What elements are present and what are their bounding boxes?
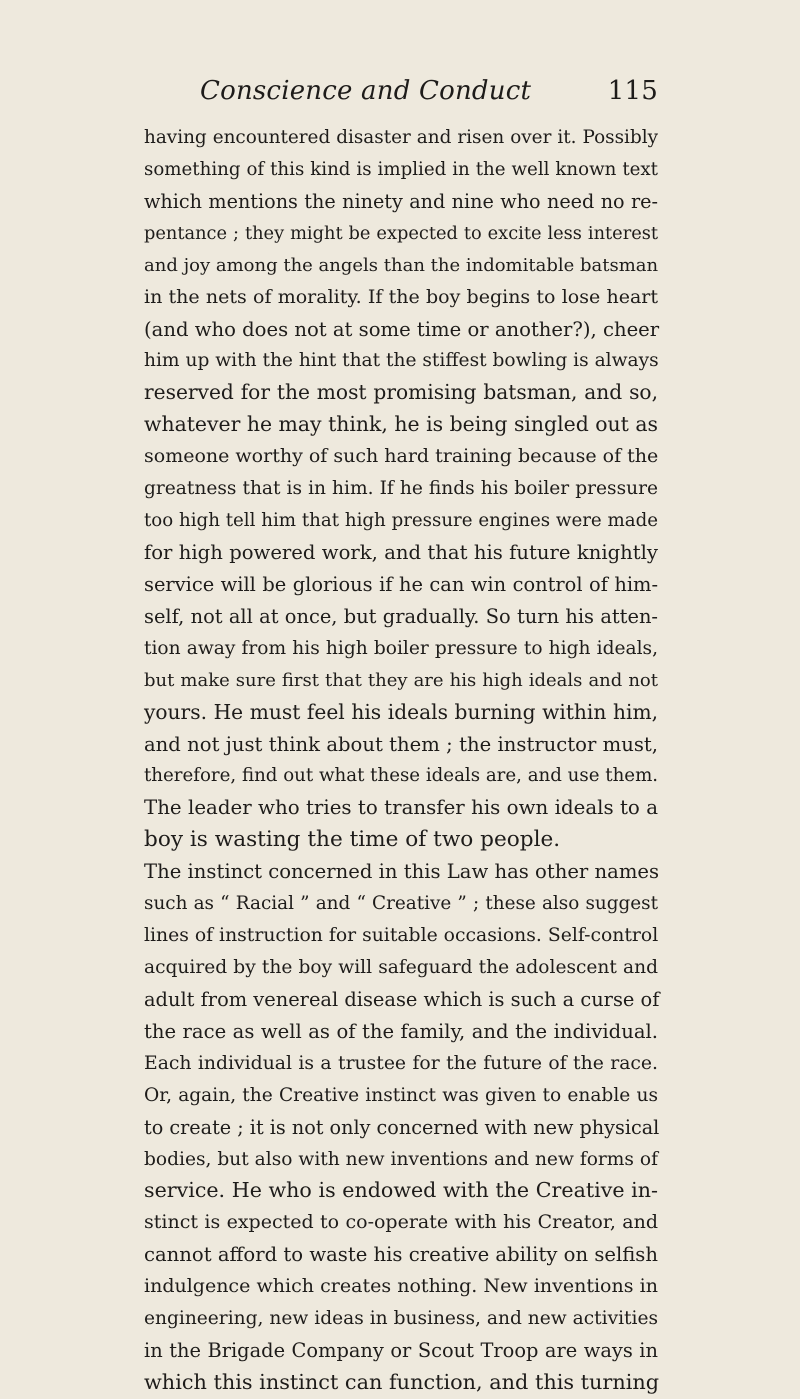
page-header: [200, 76, 658, 110]
text-line: but make sure first that they are his high ideals and not: [144, 669, 658, 691]
text-line: yours. He must feel his ideals burning within him,: [144, 699, 658, 724]
text-line: greatness that is in him. If he finds his boiler pressure: [144, 478, 658, 500]
text-line: indulgence which creates nothing. New inventions in: [144, 1275, 658, 1298]
text-line: the race as well as of the family, and the individual.: [144, 1019, 658, 1043]
text-line: service. He who is endowed with the Creative in-: [144, 1178, 658, 1203]
text-line: self, not all at once, but gradually. So turn his atten-: [144, 604, 658, 628]
page-number: 115: [607, 76, 658, 106]
text-line: in the nets of morality. If the boy begins to lose heart: [144, 285, 658, 308]
text-line: in the Brigade Company or Scout Troop are ways in: [144, 1339, 658, 1363]
text-line: service will be glorious if he can win control of him-: [144, 572, 658, 596]
text-line: too high tell him that high pressure engines were made: [144, 510, 658, 532]
text-line: to create ; it is not only concerned with new physical: [144, 1115, 660, 1139]
body-text: [144, 122, 658, 1399]
text-line: him up with the hint that the stiffest bowling is always: [144, 350, 659, 372]
text-line: and not just think about them ; the instructor must,: [144, 732, 658, 756]
text-line: adult from venereal disease which is such a curse of: [144, 987, 660, 1011]
text-line: and joy among the angels than the indomitable batsman: [144, 254, 659, 276]
text-line: Each individual is a trustee for the future of the race.: [144, 1052, 658, 1074]
text-line: such as “ Racial ” and “ Creative ” ; these also suggest: [144, 893, 658, 915]
text-line: lines of instruction for suitable occasions. Self-control: [144, 925, 659, 947]
text-line: which this instinct can function, and this turning: [144, 1369, 660, 1394]
text-line: someone worthy of such hard training because of the: [144, 445, 659, 468]
text-line: therefore, find out what these ideals are, and use them.: [144, 765, 659, 787]
text-line: which mentions the ninety and nine who need no re-: [144, 189, 658, 213]
text-line: acquired by the boy will safeguard the adolescent and: [144, 956, 658, 978]
text-line: reserved for the most promising batsman, and so,: [144, 380, 658, 405]
text-line: stinct is expected to co-operate with his Creator, and: [144, 1211, 658, 1234]
text-line: (and who does not at some time or another?), cheer: [144, 317, 660, 341]
text-line: something of this kind is implied in the well known text: [144, 158, 658, 180]
text-line: boy is wasting the time of two people.: [144, 827, 561, 853]
text-line: tion away from his high boiler pressure to high ideals,: [144, 637, 658, 659]
text-line: cannot afford to waste his creative ability on selfish: [144, 1243, 658, 1267]
text-line: for high powered work, and that his future knightly: [144, 540, 658, 564]
text-line: pentance ; they might be expected to excite less interest: [144, 222, 658, 244]
text-line: The instinct concerned in this Law has other names: [144, 860, 660, 884]
text-line: The leader who tries to transfer his own ideals to a: [144, 796, 658, 820]
text-line: having encountered disaster and risen over it. Possibly: [144, 127, 658, 148]
text-line: engineering, new ideas in business, and new activities: [144, 1308, 658, 1330]
text-line: whatever he may think, he is being singled out as: [144, 412, 658, 437]
text-line: bodies, but also with new inventions and new forms of: [144, 1148, 658, 1170]
text-line: Or, again, the Creative instinct was given to enable us: [144, 1084, 658, 1106]
running-title: Conscience and Conduct: [200, 76, 532, 106]
